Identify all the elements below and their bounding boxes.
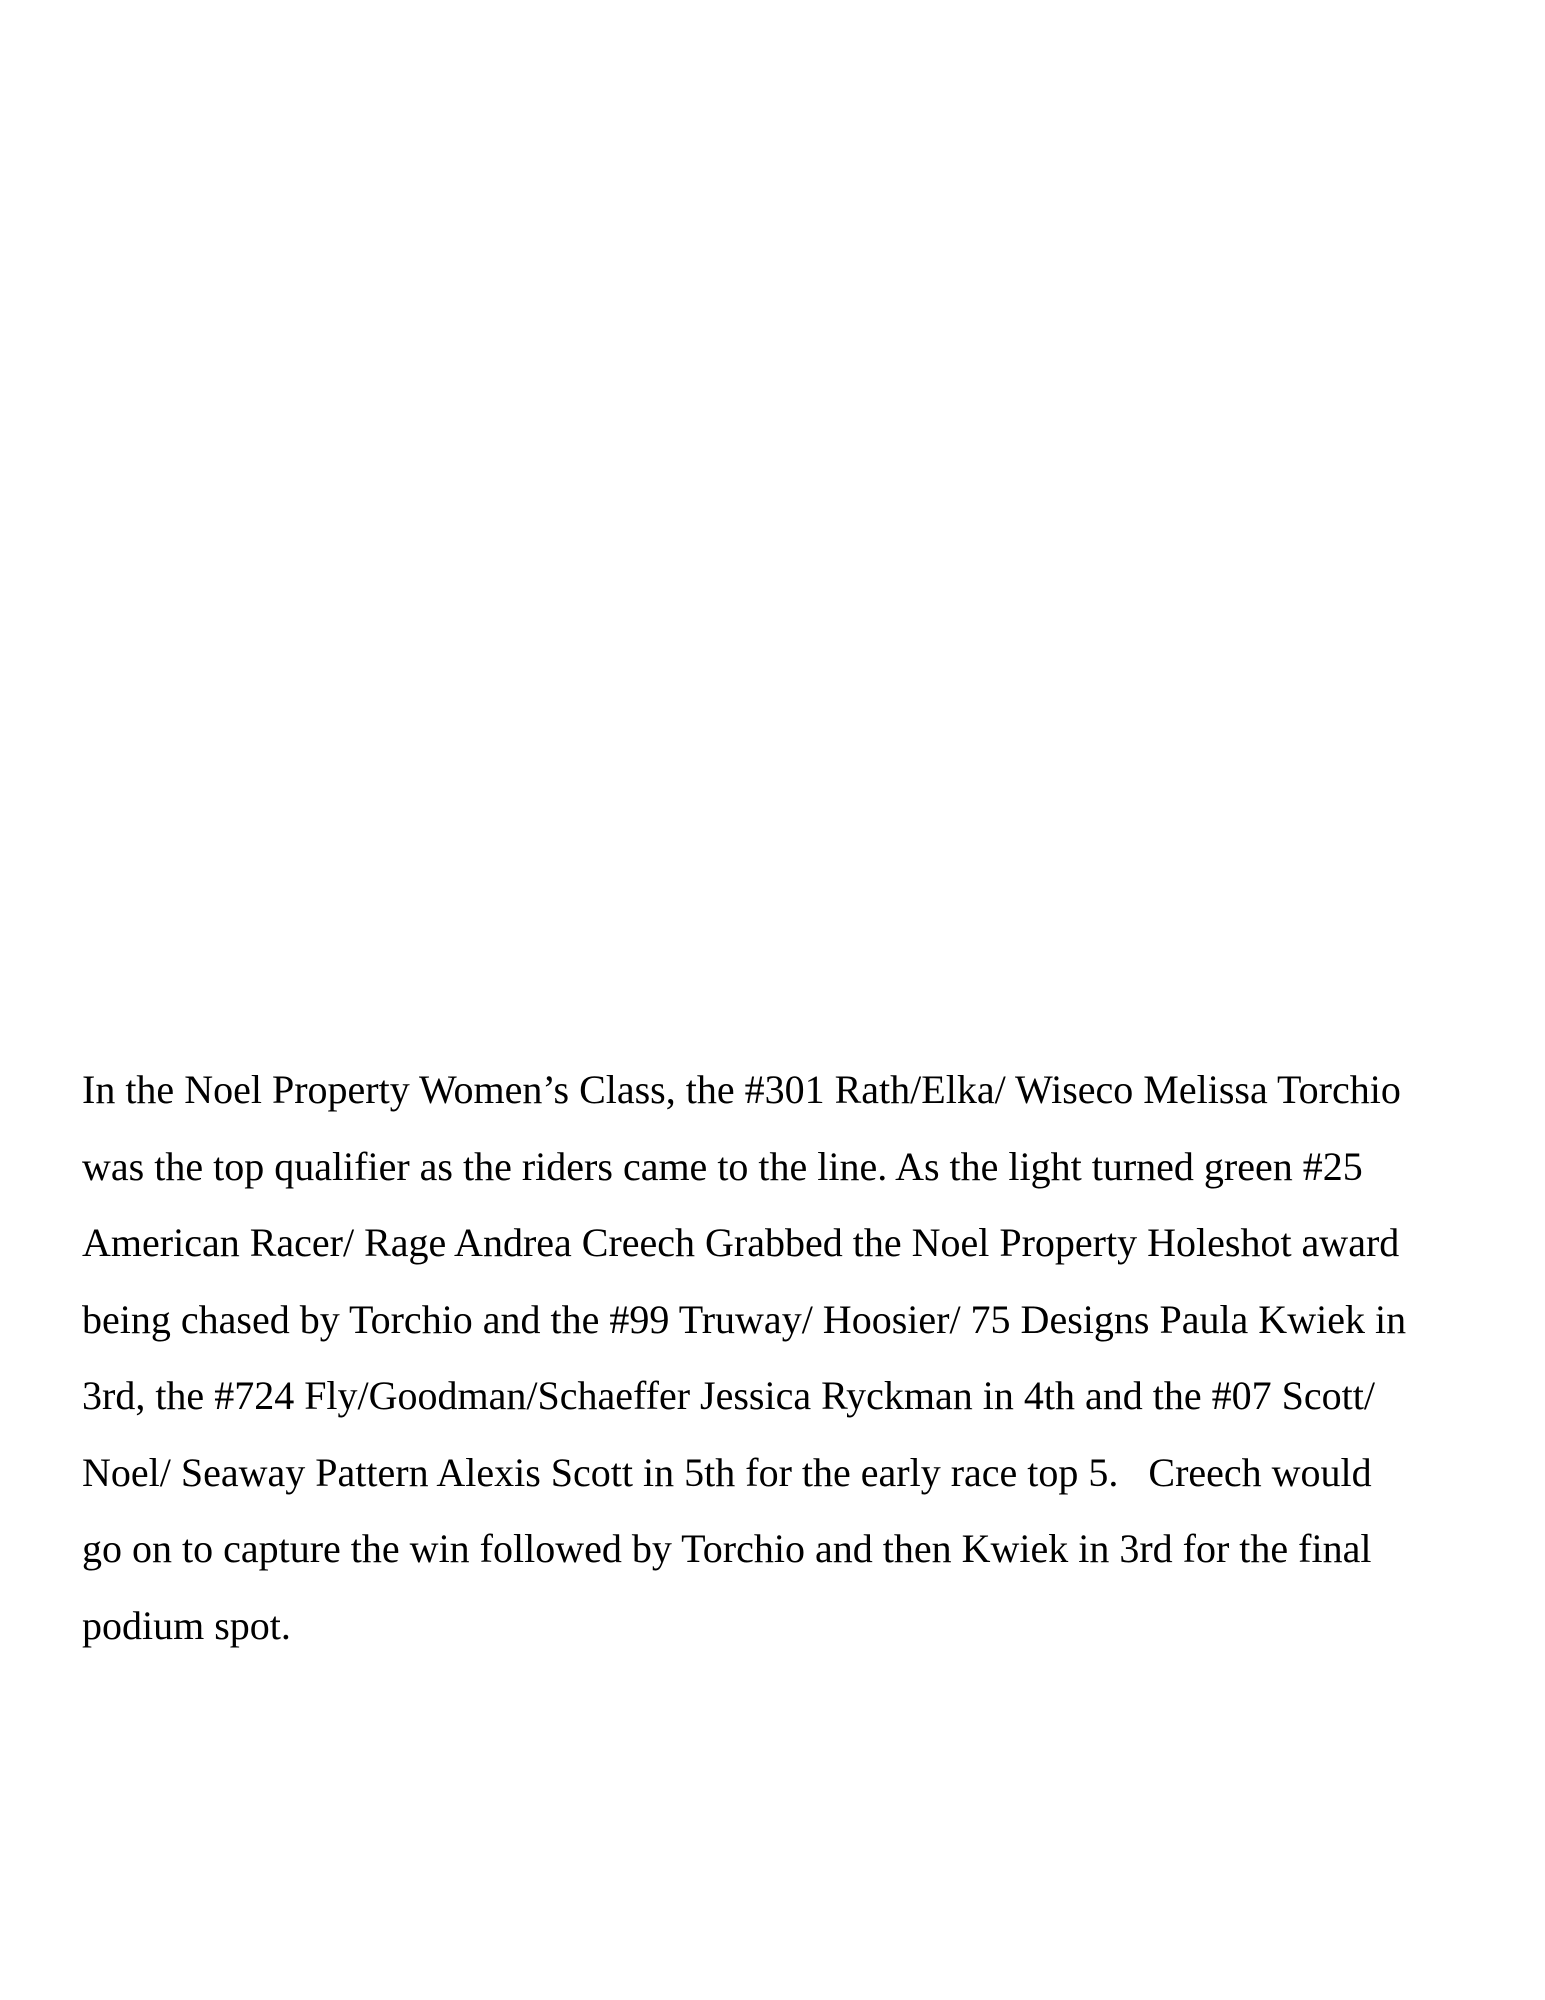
paragraph-line-4: being chased by Torchio and the #99 Truway/ Hoosier/ 75 Designs Paula Kwiek in [82,1296,1407,1342]
paragraph-line-5: 3rd, the #724 Fly/Goodman/Schaeffer Jessica Ryckman in 4th and the #07 Scott/ [82,1373,1375,1418]
paragraph-line-1: In the Noel Property Women’s Class, the #301 Rath/Elka/ Wiseco Melissa Torchio [82,1067,1401,1112]
paragraph-line-8: podium spot. [82,1602,291,1648]
paragraph-line-2: was the top qualifier as the riders came to the line. As the light turned green #25 [82,1143,1363,1189]
paragraph-line-6: Noel/ Seaway Pattern Alexis Scott in 5th for the early race top 5. Creech would [82,1449,1372,1495]
paragraph-line-7: go on to capture the win followed by Torchio and then Kwiek in 3rd for the final [82,1526,1372,1571]
race-report-paragraph [82,1052,1482,1664]
paragraph-line-3: American Racer/ Rage Andrea Creech Grabbed the Noel Property Holeshot award [82,1220,1400,1265]
